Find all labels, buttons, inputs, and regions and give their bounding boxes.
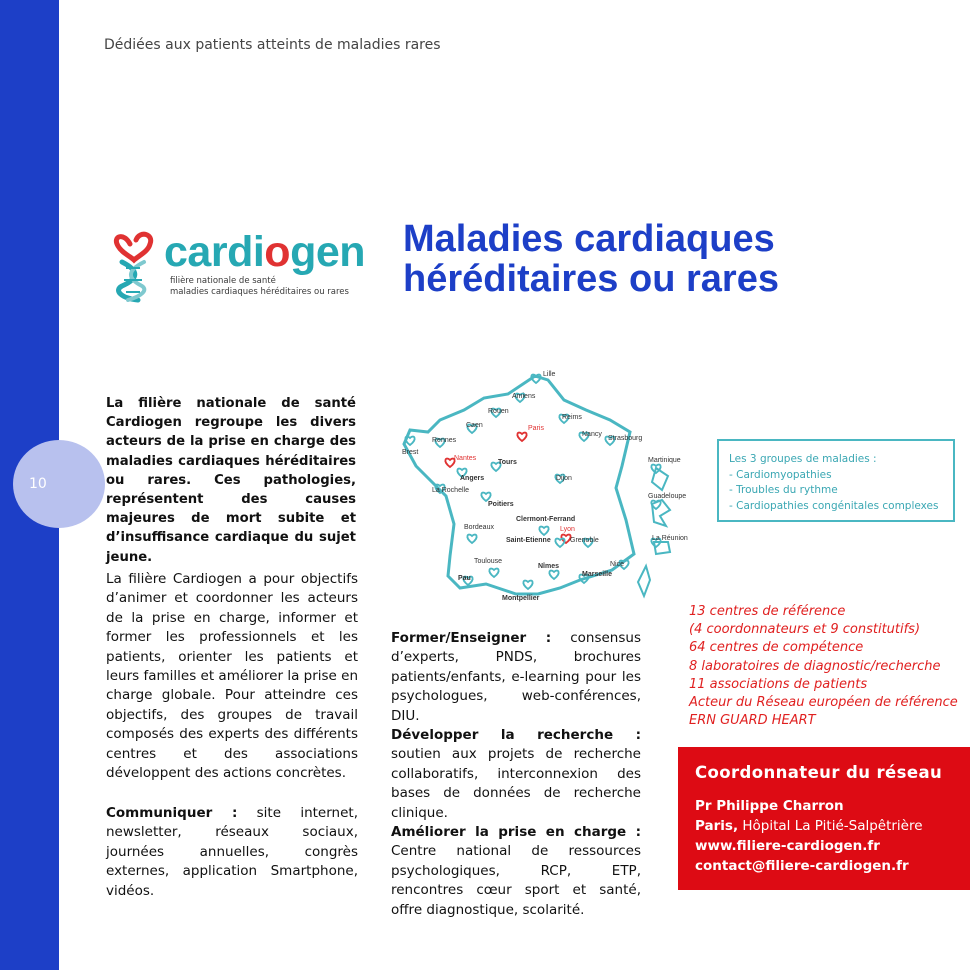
corsica <box>638 566 650 596</box>
logo-subtitle <box>170 276 349 298</box>
reunion-shape <box>654 542 670 554</box>
map-city-label: Martinique <box>648 457 681 464</box>
page-title-line2: héréditaires ou rares <box>403 258 779 300</box>
map-heart-marker <box>523 581 532 589</box>
page-title <box>403 219 853 299</box>
map-city-label: Lille <box>543 371 556 378</box>
objectives-paragraph: La filière Cardiogen a pour objectifs d’animer et coordonner les acteurs de la prise en charge, informer et former les professionnels et les patients, orienter les patients et leurs familles et améliorer la prise en charge globale. Pour atteindre ces objectifs, des groupes de travail composés des experts des différents centres et des associations développent des actions concrètes. <box>106 571 359 782</box>
map-city-label: Brest <box>402 449 419 456</box>
map-city-label: Tours <box>498 459 517 466</box>
map-city-label: Poitiers <box>488 501 514 508</box>
map-heart-marker <box>539 527 548 535</box>
map-city-label: Nantes <box>454 455 477 462</box>
stat-line: 8 laboratoires de diagnostic/recherche <box>689 658 941 674</box>
action-text: Centre national de ressources psychologiques, RCP, ETP, rencontres cœur sport et santé, offre diagnostique, scolarité. <box>391 843 641 918</box>
map-city-label: Montpellier <box>502 595 540 602</box>
map-city-label: Angers <box>460 475 485 482</box>
map-heart-marker <box>549 571 558 579</box>
groups-title: Les 3 groupes de maladies : <box>729 453 877 465</box>
dna-heart-icon <box>108 226 164 304</box>
logo-subtitle-line2: maladies cardiaques héréditaires ou rares <box>170 287 349 297</box>
action-communicate <box>106 804 358 901</box>
map-city-label: Marseille <box>582 571 612 578</box>
coordinator-email-line <box>695 856 970 876</box>
intro-paragraph: La filière nationale de santé Cardiogen regroupe les divers acteurs de la prise en charge des maladies cardiaques héréditaires ou rares. Ces pathologies, représentent des causes majeures de mort subite et d’insuffisance cardiaque du sujet jeune. <box>106 396 356 565</box>
map-city-label: Grenoble <box>570 537 599 544</box>
map-city-label: Toulouse <box>474 558 503 565</box>
map-city-label: Reims <box>562 414 582 421</box>
map-city-label: Lyon <box>560 526 575 533</box>
map-city-label: Nice <box>610 561 625 568</box>
logo-subtitle-line1: filière nationale de santé <box>170 276 276 286</box>
map-city-label: Rouen <box>488 408 509 415</box>
action-research <box>391 726 641 823</box>
action-label: Communiquer : <box>106 805 238 821</box>
stat-line: Acteur du Réseau européen de référence <box>689 695 958 711</box>
logo-wordmark <box>164 228 365 277</box>
map-city-label: Rennes <box>432 437 457 444</box>
coordinator-website-line <box>695 836 970 856</box>
coordinator-location <box>695 816 970 836</box>
page-number-circle <box>13 440 105 528</box>
coordinator-title: Coordonnateur du réseau <box>695 763 943 782</box>
map-city-label: Amiens <box>512 393 536 400</box>
groups-item: - Cardiopathies congénitales complexes <box>729 499 939 512</box>
groups-item: - Cardiomyopathies <box>729 468 832 481</box>
map-city-label: Nancy <box>582 431 602 438</box>
map-city-label: Caen <box>466 422 483 429</box>
map-city-label: Bordeaux <box>464 524 494 531</box>
map-city-label: Clermont-Ferrand <box>516 516 576 523</box>
action-label: Développer la recherche : <box>391 727 641 744</box>
map-markers <box>405 375 660 589</box>
map-city-label: La Rochelle <box>432 487 469 494</box>
map-city-label: Pau <box>458 575 471 582</box>
coordinator-email[interactable]: contact@filiere-cardiogen.fr <box>695 858 909 874</box>
map-heart-marker <box>489 569 498 577</box>
map-heart-marker <box>517 433 526 441</box>
coordinator-name <box>695 796 970 816</box>
network-stats <box>689 603 959 730</box>
groups-item: - Troubles du rythme <box>729 484 838 497</box>
page-title-line1: Maladies cardiaques <box>403 218 775 260</box>
action-text: consensus d’experts, PNDS, brochures patients/enfants, e-learning pour les psychologues, web-conférences, DIU. <box>391 630 641 724</box>
map-city-label: La Réunion <box>652 535 688 542</box>
page-number: 10 <box>29 476 47 492</box>
logo-word-end: gen <box>290 228 366 276</box>
coordinator-box <box>678 747 970 890</box>
stat-line: 11 associations de patients <box>689 676 868 692</box>
map-city-label: Paris <box>528 425 544 432</box>
map-city-label: Dijon <box>556 475 572 482</box>
france-map <box>398 370 698 606</box>
disease-groups-box <box>717 439 955 522</box>
action-text: soutien aux projets de recherche collaboratifs, interconnexion des bases de données de recherche clinique. <box>391 746 641 821</box>
coordinator-hospital: Hôpital La Pitié-Salpêtrière <box>738 818 923 834</box>
stat-line: 64 centres de compétence <box>689 640 864 656</box>
logo-word-start: cardi <box>164 228 265 276</box>
map-city-label: Nîmes <box>538 563 560 570</box>
stat-line: ERN GUARD HEART <box>689 713 816 729</box>
cardiogen-logo <box>108 226 368 306</box>
map-city-label: Strasbourg <box>608 435 643 442</box>
action-label: Améliorer la prise en charge : <box>391 824 641 841</box>
coordinator-website[interactable]: www.filiere-cardiogen.fr <box>695 838 880 854</box>
map-city-label: Guadeloupe <box>648 493 687 500</box>
section-header: Dédiées aux patients atteints de maladies rares <box>104 37 441 53</box>
action-text: site internet, newsletter, réseaux sociaux, journées annuelles, congrès externes, application Smartphone, vidéos. <box>106 805 358 899</box>
action-teach <box>391 629 641 726</box>
coordinator-name-text: Pr Philippe Charron <box>695 798 844 814</box>
action-label: Former/Enseigner : <box>391 630 552 646</box>
map-city-label: Saint-Etienne <box>506 537 551 544</box>
stat-line: (4 coordonnateurs et 9 constitutifs) <box>689 622 921 638</box>
coordinator-city: Paris, <box>695 818 739 834</box>
logo-word-o: o <box>264 228 291 276</box>
stat-line: 13 centres de référence <box>689 604 846 619</box>
actions-middle <box>391 629 641 920</box>
action-care <box>391 823 641 920</box>
map-heart-marker <box>481 493 490 501</box>
map-heart-marker <box>467 535 476 543</box>
